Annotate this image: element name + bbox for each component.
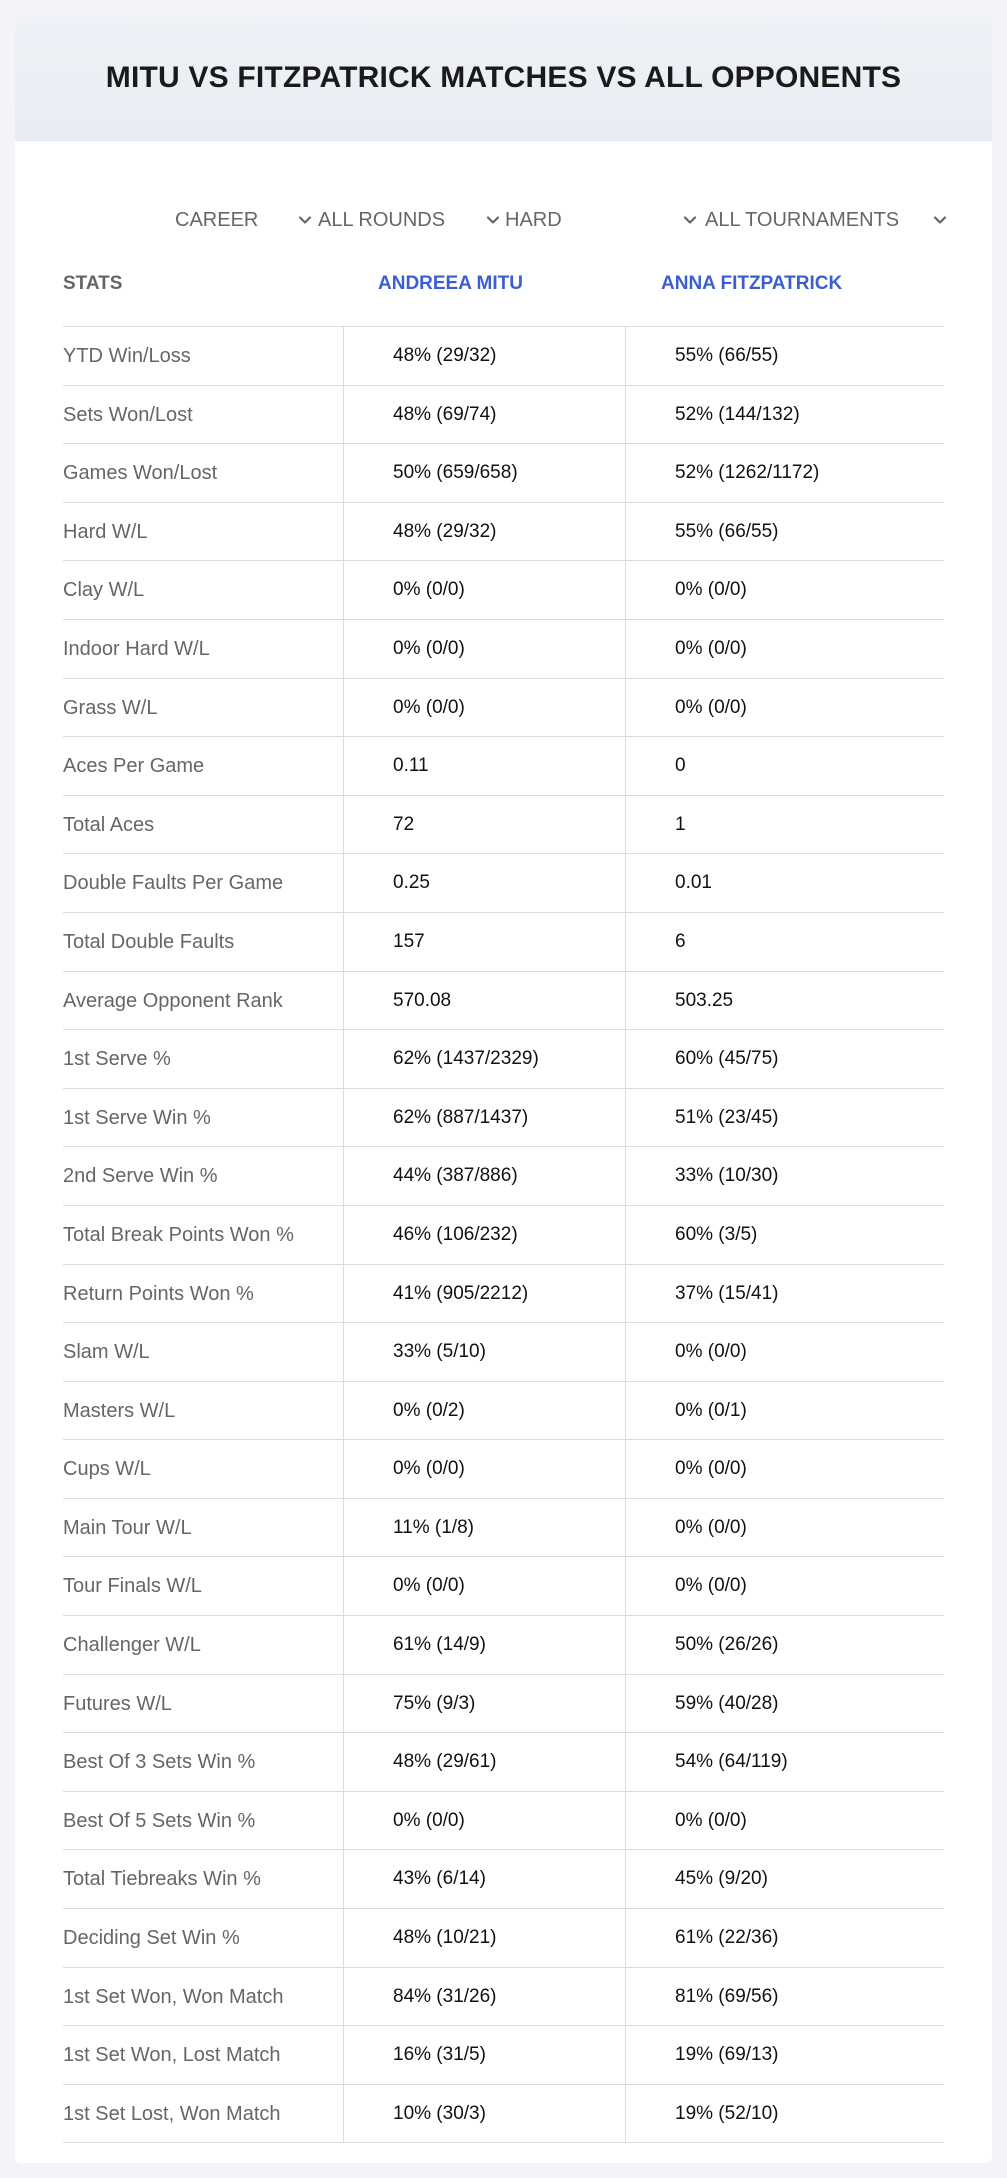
player1-value: 0% (0/0)	[393, 637, 465, 659]
column-divider	[625, 2085, 626, 2143]
table-row	[63, 327, 944, 386]
stats-table	[63, 327, 944, 2143]
player2-value: 0% (0/1)	[675, 1399, 747, 1421]
player2-value: 6	[675, 930, 686, 952]
column-divider	[625, 1733, 626, 1791]
row-label: Slam W/L	[63, 1341, 150, 1364]
column-divider	[625, 679, 626, 737]
column-divider	[625, 1030, 626, 1088]
column-divider	[343, 1792, 344, 1850]
column-divider	[343, 1675, 344, 1733]
player2-value: 0% (0/0)	[675, 1341, 747, 1363]
player1-value: 48% (29/61)	[393, 1751, 497, 1773]
player1-value: 0% (0/0)	[393, 579, 465, 601]
player1-value: 10% (30/3)	[393, 2102, 486, 2124]
column-divider	[625, 1557, 626, 1615]
table-row	[63, 854, 944, 913]
player2-value: 61% (22/36)	[675, 1927, 779, 1949]
column-divider	[343, 1030, 344, 1088]
column-divider	[625, 1850, 626, 1908]
table-row	[63, 620, 944, 679]
row-label: Sets Won/Lost	[63, 403, 193, 426]
player1-value: 61% (14/9)	[393, 1634, 486, 1656]
column-divider	[343, 913, 344, 971]
header-stats: STATS	[63, 273, 123, 294]
player2-value: 45% (9/20)	[675, 1868, 768, 1890]
player2-value: 60% (45/75)	[675, 1048, 779, 1070]
player1-value: 0% (0/2)	[393, 1399, 465, 1421]
page-title: MITU VS FITZPATRICK MATCHES VS ALL OPPONENTS	[105, 60, 902, 94]
column-divider	[343, 1968, 344, 2026]
table-row	[63, 1265, 944, 1324]
row-label: Tour Finals W/L	[63, 1575, 202, 1598]
player1-value: 41% (905/2212)	[393, 1282, 529, 1304]
row-label: Total Aces	[63, 813, 155, 836]
player2-value: 0% (0/0)	[675, 696, 747, 718]
player2-value: 19% (69/13)	[675, 2044, 779, 2066]
row-label: Cups W/L	[63, 1458, 151, 1481]
column-divider	[625, 1792, 626, 1850]
column-divider	[343, 1440, 344, 1498]
comparison-card	[15, 15, 992, 2163]
row-label: 2nd Serve Win %	[63, 1165, 218, 1188]
tournaments-select[interactable]	[705, 200, 950, 240]
table-row	[63, 1323, 944, 1382]
column-divider	[625, 1909, 626, 1967]
column-divider	[343, 1909, 344, 1967]
player1-value: 570.08	[393, 989, 452, 1011]
column-divider	[343, 1323, 344, 1381]
row-label: 1st Set Won, Won Match	[63, 1985, 284, 2008]
table-row	[63, 1440, 944, 1499]
column-divider	[625, 1968, 626, 2026]
player2-value: 33% (10/30)	[675, 1165, 779, 1187]
player2-value: 1	[675, 813, 686, 835]
column-divider	[343, 327, 344, 385]
column-divider	[625, 561, 626, 619]
table-row	[63, 1850, 944, 1909]
table-row	[63, 1792, 944, 1851]
column-divider	[343, 1733, 344, 1791]
table-row	[63, 386, 944, 445]
column-divider	[625, 1382, 626, 1440]
column-divider	[343, 561, 344, 619]
row-label: Double Faults Per Game	[63, 872, 284, 895]
player1-value: 33% (5/10)	[393, 1341, 486, 1363]
player2-value: 52% (144/132)	[675, 403, 800, 425]
row-label: Best Of 5 Sets Win %	[63, 1809, 256, 1832]
row-label: Return Points Won %	[63, 1282, 254, 1305]
row-label: YTD Win/Loss	[63, 345, 191, 367]
table-row	[63, 737, 944, 796]
player2-value: 0% (0/0)	[675, 1458, 747, 1480]
player2-value: 0% (0/0)	[675, 1575, 747, 1597]
column-divider	[625, 503, 626, 561]
player1-value: 72	[393, 813, 415, 835]
player1-value: 44% (387/886)	[393, 1165, 518, 1187]
player2-value: 37% (15/41)	[675, 1282, 779, 1304]
table-row	[63, 1968, 944, 2027]
chevron-down-icon	[680, 210, 700, 230]
player2-value: 0% (0/0)	[675, 637, 747, 659]
table-row	[63, 679, 944, 738]
row-label: Futures W/L	[63, 1692, 172, 1715]
player2-value: 59% (40/28)	[675, 1692, 779, 1714]
player1-value: 43% (6/14)	[393, 1868, 486, 1890]
player2-value: 81% (69/56)	[675, 1985, 779, 2007]
column-divider	[625, 737, 626, 795]
column-divider	[625, 620, 626, 678]
filter-bar	[15, 200, 992, 240]
player2-value: 55% (66/55)	[675, 520, 779, 542]
column-divider	[343, 1382, 344, 1440]
row-label: Clay W/L	[63, 579, 145, 602]
column-divider	[625, 913, 626, 971]
column-divider	[343, 1147, 344, 1205]
player1-value: 0% (0/0)	[393, 696, 465, 718]
table-row	[63, 2085, 944, 2144]
row-label: Masters W/L	[63, 1399, 176, 1422]
row-label: 1st Serve Win %	[63, 1106, 211, 1129]
table-row	[63, 1616, 944, 1675]
table-row	[63, 1147, 944, 1206]
row-label: 1st Serve %	[63, 1048, 171, 1071]
table-row	[63, 561, 944, 620]
table-row	[63, 972, 944, 1031]
table-header	[63, 255, 944, 327]
column-divider	[625, 1440, 626, 1498]
surface-select[interactable]	[505, 200, 700, 240]
player1-value: 62% (1437/2329)	[393, 1048, 539, 1070]
column-divider	[343, 2085, 344, 2143]
column-divider	[625, 1675, 626, 1733]
table-row	[63, 1675, 944, 1734]
player2-value: 0% (0/0)	[675, 579, 747, 601]
row-label: Total Break Points Won %	[63, 1223, 294, 1246]
table-row	[63, 1089, 944, 1148]
player1-value: 16% (31/5)	[393, 2044, 486, 2066]
column-divider	[625, 796, 626, 854]
player2-value: 19% (52/10)	[675, 2102, 779, 2124]
player1-value: 0% (0/0)	[393, 1458, 465, 1480]
player2-value: 0% (0/0)	[675, 1809, 747, 1831]
column-divider	[343, 1850, 344, 1908]
column-divider	[625, 1323, 626, 1381]
column-divider	[343, 1499, 344, 1557]
player2-value: 55% (66/55)	[675, 345, 779, 366]
column-divider	[343, 679, 344, 737]
column-divider	[343, 503, 344, 561]
period-select[interactable]	[175, 200, 315, 240]
column-divider	[625, 1499, 626, 1557]
row-label: Aces Per Game	[63, 755, 205, 778]
player1-value: 11% (1/8)	[393, 1516, 474, 1538]
table-row	[63, 1030, 944, 1089]
player1-value: 0% (0/0)	[393, 1575, 465, 1597]
row-label: Main Tour W/L	[63, 1516, 192, 1539]
column-divider	[343, 1206, 344, 1264]
column-divider	[625, 1616, 626, 1674]
row-label: Total Double Faults	[63, 930, 235, 953]
player2-value: 0	[675, 755, 686, 777]
player1-value: 48% (29/32)	[393, 520, 497, 542]
header-player1-link[interactable]: ANDREEA MITU	[378, 273, 523, 294]
player2-value: 60% (3/5)	[675, 1223, 758, 1245]
rounds-select[interactable]	[318, 200, 503, 240]
player2-value: 50% (26/26)	[675, 1634, 779, 1656]
row-label: Grass W/L	[63, 696, 158, 719]
table-row	[63, 1499, 944, 1558]
column-divider	[343, 1265, 344, 1323]
row-label: Games Won/Lost	[63, 462, 218, 485]
row-label: Total Tiebreaks Win %	[63, 1868, 261, 1891]
table-row	[63, 503, 944, 562]
player1-value: 62% (887/1437)	[393, 1106, 529, 1128]
player1-value: 84% (31/26)	[393, 1985, 497, 2007]
player1-value: 75% (9/3)	[393, 1692, 476, 1714]
column-divider	[343, 2026, 344, 2084]
row-label: Best Of 3 Sets Win %	[63, 1751, 256, 1774]
column-divider	[625, 1147, 626, 1205]
player2-value: 51% (23/45)	[675, 1106, 779, 1128]
chevron-down-icon	[295, 210, 315, 230]
row-label: Challenger W/L	[63, 1634, 201, 1657]
table-row	[63, 1909, 944, 1968]
column-divider	[625, 444, 626, 502]
header-player2-link[interactable]: ANNA FITZPATRICK	[661, 273, 843, 294]
column-divider	[343, 796, 344, 854]
player2-value: 503.25	[675, 989, 734, 1011]
card-header	[15, 15, 992, 141]
table-row	[63, 2026, 944, 2085]
chevron-down-icon	[930, 210, 950, 230]
table-row	[63, 1733, 944, 1792]
row-label: 1st Set Lost, Won Match	[63, 2102, 281, 2125]
player1-value: 48% (10/21)	[393, 1927, 497, 1949]
column-divider	[625, 1206, 626, 1264]
column-divider	[343, 972, 344, 1030]
period-select-label: CAREER	[175, 208, 259, 231]
row-label: Hard W/L	[63, 520, 148, 543]
player1-value: 0% (0/0)	[393, 1809, 465, 1831]
player1-value: 50% (659/658)	[393, 462, 518, 484]
row-label: Deciding Set Win %	[63, 1927, 240, 1950]
column-divider	[625, 386, 626, 444]
column-divider	[343, 854, 344, 912]
column-divider	[343, 444, 344, 502]
column-divider	[625, 327, 626, 385]
player2-value: 52% (1262/1172)	[675, 462, 820, 484]
column-divider	[343, 1557, 344, 1615]
player1-value: 157	[393, 930, 425, 952]
table-row	[63, 1382, 944, 1441]
row-label: Indoor Hard W/L	[63, 637, 210, 660]
player2-value: 0.01	[675, 872, 712, 894]
column-divider	[625, 1265, 626, 1323]
player2-value: 0% (0/0)	[675, 1516, 747, 1538]
player1-value: 48% (29/32)	[393, 345, 497, 366]
column-divider	[625, 972, 626, 1030]
tournaments-select-label: ALL TOURNAMENTS	[705, 208, 900, 231]
column-divider	[625, 854, 626, 912]
player2-value: 54% (64/119)	[675, 1751, 788, 1773]
column-divider	[343, 386, 344, 444]
row-label: Average Opponent Rank	[63, 989, 283, 1012]
table-row	[63, 444, 944, 503]
chevron-down-icon	[483, 210, 503, 230]
column-divider	[343, 620, 344, 678]
table-row	[63, 1206, 944, 1265]
player1-value: 0.11	[393, 755, 429, 777]
column-divider	[625, 2026, 626, 2084]
rounds-select-label: ALL ROUNDS	[318, 208, 446, 231]
surface-select-label: HARD	[505, 208, 562, 231]
table-row	[63, 796, 944, 855]
player1-value: 48% (69/74)	[393, 403, 497, 425]
column-divider	[343, 1616, 344, 1674]
table-row	[63, 1557, 944, 1616]
row-label: 1st Set Won, Lost Match	[63, 2044, 281, 2067]
column-divider	[343, 1089, 344, 1147]
player1-value: 46% (106/232)	[393, 1223, 518, 1245]
player1-value: 0.25	[393, 872, 430, 894]
column-divider	[625, 1089, 626, 1147]
table-row	[63, 913, 944, 972]
column-divider	[343, 737, 344, 795]
